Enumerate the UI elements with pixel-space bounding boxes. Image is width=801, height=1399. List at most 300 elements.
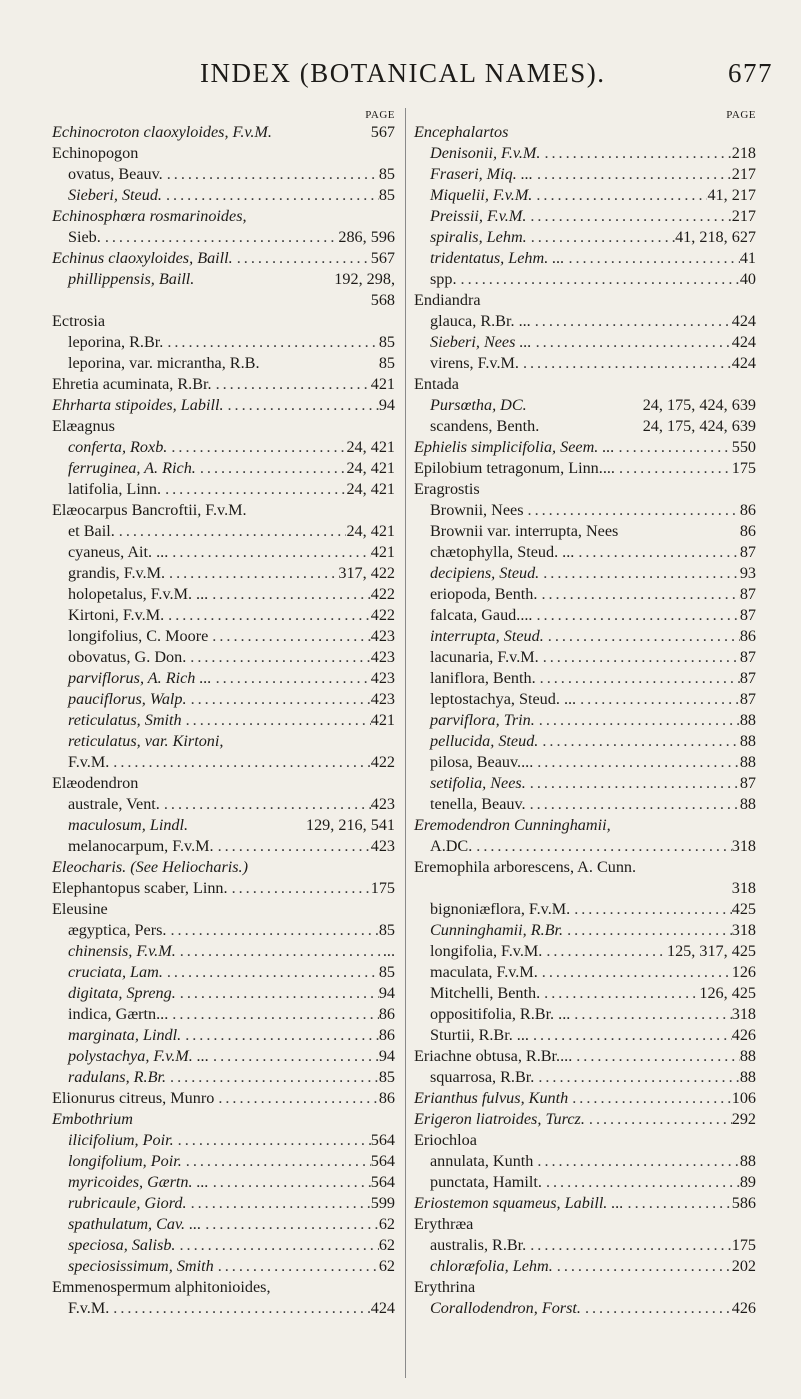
entry-pages: 40 [739,270,756,288]
entry-name: Sieb. [68,228,101,246]
entry-pages: 175 [370,879,395,897]
entry-name: interrupta, Steud. [430,627,544,645]
entry-pages: 424 [370,1299,395,1317]
entry-pages: 586 [731,1194,756,1212]
leader-dots [187,689,371,710]
index-entry [52,941,395,962]
index-entry [52,332,395,353]
index-entry [52,185,395,206]
leader-dots [540,983,699,1004]
index-entry [414,1256,756,1277]
entry-pages: 564 [370,1131,395,1149]
leader-dots [538,731,739,752]
entry-name: cyaneus, Ait. ... [68,543,169,561]
index-entry [52,1025,395,1046]
entry-name: maculata, F.v.M. [430,963,538,981]
leader-dots [187,1193,371,1214]
index-entry [414,500,756,521]
entry-pages: 292 [731,1110,756,1128]
index-entry [414,878,756,899]
index-entry [52,605,395,626]
leader-dots [101,227,339,248]
index-entry [414,563,756,584]
entry-pages: 87 [739,606,756,624]
entry-name: Miquelii, F.v.M. [430,186,533,204]
leader-dots [233,248,371,269]
index-entry [414,752,756,773]
entry-pages: 217 [731,207,756,225]
right-entry-list [414,122,756,1319]
leader-dots [526,206,731,227]
entry-name: Mitchelli, Benth. [430,984,541,1002]
index-entry [414,1214,756,1235]
leader-dots [535,710,740,731]
entry-pages: 202 [731,1257,756,1275]
index-entry [414,626,756,647]
leader-dots [542,1172,740,1193]
entry-name: eriopoda, Benth. [430,585,538,603]
entry-name: polystachya, F.v.M. ... [68,1047,210,1065]
entry-pages: 423 [370,648,395,666]
entry-pages: 87 [739,669,756,687]
entry-name: decipiens, Steud. [430,564,540,582]
leader-dots [186,647,370,668]
entry-name: australe, Vent. [68,795,160,813]
entry-name: Fraseri, Miq. ... [430,165,533,183]
leader-dots [536,668,740,689]
entry-pages: 86 [739,522,756,540]
index-entry [52,311,395,332]
entry-name: Eriachne obtusa, R.Br.... [414,1047,573,1065]
index-entry [52,668,395,689]
entry-name: marginata, Lindl. [68,1026,182,1044]
leader-dots [209,1046,379,1067]
entry-name: Elæodendron [52,774,139,792]
entry-pages: 88 [739,732,756,750]
entry-name: australis, R.Br. [430,1236,527,1254]
entry-pages: 88 [739,753,756,771]
entry-pages: 421 [370,711,395,729]
entry-name: oppositifolia, R.Br. ... [430,1005,571,1023]
entry-pages: 424 [731,354,756,372]
leader-dots [537,584,739,605]
entry-name: Eleusine [52,900,108,918]
entry-pages: 88 [739,1047,756,1065]
leader-dots [164,605,371,626]
entry-name: Erythrina [414,1278,476,1296]
leader-dots [553,1256,732,1277]
leader-dots [214,1088,379,1109]
entry-pages: 424 [731,333,756,351]
entry-name: Encephalartos [414,123,509,141]
leader-dots [224,395,379,416]
index-entry [414,1151,756,1172]
leader-dots [531,311,732,332]
entry-name: Eremodendron Cunninghamii, [414,816,611,834]
index-entry [414,1172,756,1193]
entry-pages: 106 [731,1089,756,1107]
entry-name: leptostachya, Steud. ... [430,690,577,708]
index-entry [52,122,395,143]
entry-name: conferta, Roxb. [68,438,168,456]
entry-pages: 86 [739,501,756,519]
leader-dots [585,1109,732,1130]
entry-pages: 318 [731,879,756,897]
index-entry [414,584,756,605]
entry-pages: 175 [731,1236,756,1254]
entry-name: latifolia, Linn. [68,480,162,498]
entry-name: Echinopogon [52,144,139,162]
leader-dots [526,773,740,794]
leader-dots [624,1193,732,1214]
index-entry [414,1004,756,1025]
entry-name: Ehretia acuminata, R.Br. [52,375,212,393]
entry-name: squarrosa, R.Br. [430,1068,535,1086]
leader-dots [615,437,732,458]
index-entry [414,731,756,752]
leader-dots [228,878,371,899]
entry-pages: 88 [739,1152,756,1170]
page-column-label: PAGE [365,109,395,121]
leader-dots [176,941,383,962]
index-entry [414,794,756,815]
entry-pages: 85 [378,186,395,204]
index-entry [52,836,395,857]
entry-pages: 217 [731,165,756,183]
leader-dots [174,1130,371,1151]
index-entry [52,143,395,164]
entry-pages: 87 [739,543,756,561]
entry-name: Ectrosia [52,312,106,330]
right-column [414,108,756,1319]
leader-dots [176,983,379,1004]
index-entry [52,584,395,605]
index-entry [414,416,756,437]
leader-dots [544,626,740,647]
entry-name: Erythræa [414,1215,474,1233]
page-header [0,58,801,98]
index-entry [52,752,395,773]
index-entry [414,122,756,143]
entry-name: Eragrostis [414,480,480,498]
index-entry [414,941,756,962]
entry-name: leporina, var. micrantha, R.B. [68,354,260,372]
leader-dots [526,1235,731,1256]
entry-pages: 423 [370,690,395,708]
leader-dots [175,1235,378,1256]
index-entry [52,1046,395,1067]
entry-name: Elæocarpus Bancroftii, F.v.M. [52,501,247,519]
entry-name: myricoides, Gærtn. ... [68,1173,209,1191]
leader-dots [519,353,732,374]
index-entry [52,269,395,290]
index-entry [52,731,395,752]
entry-name: virens, F.v.M. [430,354,519,372]
index-entry [414,773,756,794]
index-entry [414,1025,756,1046]
entry-pages: 550 [731,438,756,456]
index-entry [52,1172,395,1193]
entry-pages: 567 [370,249,395,267]
index-entry [52,521,395,542]
entry-name: Entada [414,375,459,393]
entry-pages: 24, 421 [346,438,395,456]
index-entry [52,458,395,479]
index-entry [414,668,756,689]
entry-name: melanocarpum, F.v.M. [68,837,214,855]
index-entry [52,878,395,899]
index-entry [52,1004,395,1025]
entry-pages: 85 [378,1068,395,1086]
entry-pages: 421 [370,375,395,393]
index-entry [414,521,756,542]
entry-name: reticulatus, Smith [68,711,182,729]
leader-dots [182,710,371,731]
entry-name: rubricaule, Giord. [68,1194,187,1212]
entry-name: Brownii, Nees [430,501,524,519]
index-entry [52,395,395,416]
index-entry [52,542,395,563]
entry-pages: 129, 216, 541 [305,816,395,834]
entry-name: radulans, R.Br. [68,1068,167,1086]
entry-pages: 24, 175, 424, 639 [642,396,756,414]
entry-name: ægyptica, Pers. [68,921,167,939]
index-entry [414,899,756,920]
leader-dots [208,626,370,647]
index-entry [52,920,395,941]
entry-pages: 86 [378,1089,395,1107]
leader-dots [533,752,740,773]
index-entry [52,962,395,983]
index-entry [414,395,756,416]
entry-name: Eriochloa [414,1131,477,1149]
entry-pages: 426 [731,1299,756,1317]
leader-dots [568,1088,731,1109]
index-entry [414,605,756,626]
index-entry [414,458,756,479]
index-entry [414,1046,756,1067]
index-entry [414,1298,756,1319]
entry-name: spathulatum, Cav. ... [68,1215,202,1233]
entry-pages: 41, 218, 627 [675,228,756,246]
leader-dots [563,920,732,941]
index-entry [52,1256,395,1277]
leader-dots [201,1214,379,1235]
entry-name: Denisonii, F.v.M. [430,144,541,162]
leader-dots [615,458,732,479]
entry-name: Eremophila arborescens, A. Cunn. [414,858,637,876]
leader-dots [524,500,740,521]
entry-pages: 24, 175, 424, 639 [642,417,756,435]
leader-dots [181,1025,379,1046]
index-entry [414,374,756,395]
entry-pages: 24, 421 [346,480,395,498]
entry-name: parviflora, Trin. [430,711,535,729]
entry-name: speciosissimum, Smith [68,1257,214,1275]
entry-pages: 599 [370,1194,395,1212]
entry-pages: 87 [739,585,756,603]
entry-name: setifolia, Nees. [430,774,526,792]
index-entry [414,353,756,374]
leader-dots [539,563,740,584]
index-entry [52,500,395,521]
index-entry [414,815,756,836]
left-column [52,108,395,1319]
entry-name: Eleocharis. (See Heliocharis.) [52,858,248,876]
entry-name: bignoniæflora, F.v.M. [430,900,571,918]
leader-dots [208,584,371,605]
entry-name: Cunninghamii, R.Br. [430,921,564,939]
index-entry [52,206,395,227]
entry-pages: 85 [378,354,395,372]
entry-name: Eriostemon squameus, Labill. ... [414,1194,624,1212]
leader-dots [214,1256,379,1277]
index-entry [414,1130,756,1151]
entry-name: tridentatus, Lehm. ... [430,249,565,267]
entry-pages: 286, 596 [338,228,395,246]
entry-name: et Bail. [68,522,115,540]
entry-pages: 41, 217 [707,186,756,204]
entry-pages: 422 [370,585,395,603]
entry-name: Epilobium tetragonum, Linn.... [414,459,615,477]
entry-name: holopetalus, F.v.M. ... [68,585,209,603]
entry-pages: 87 [739,648,756,666]
entry-name: F.v.M. [68,1299,110,1317]
index-entry [414,857,756,878]
index-entry [52,899,395,920]
entry-name: Emmenospermum alphitonioides, [52,1278,271,1296]
index-entry [414,1193,756,1214]
entry-pages: 564 [370,1173,395,1191]
entry-name: Echinocroton claoxyloides, F.v.M. [52,123,272,141]
entry-name: obovatus, G. Don. [68,648,187,666]
entry-pages: ... [382,942,395,960]
index-entry [414,1235,756,1256]
entry-name: phillippensis, Baill. [68,270,195,288]
index-entry [52,1067,395,1088]
leader-dots [472,836,731,857]
entry-pages: 88 [739,711,756,729]
index-entry [52,374,395,395]
entry-pages: 89 [739,1173,756,1191]
index-entry [52,647,395,668]
index-entry [52,1235,395,1256]
index-entry [414,1109,756,1130]
entry-name: punctata, Hamilt. [430,1173,542,1191]
column-divider [405,108,406,1378]
entry-pages: 62 [378,1257,395,1275]
entry-name: laniflora, Benth. [430,669,536,687]
entry-name: Sieberi, Nees ... [430,333,532,351]
index-entry [52,1109,395,1130]
entry-name: Elæagnus [52,417,115,435]
leader-dots [196,458,347,479]
index-entry [52,290,395,311]
entry-name: speciosa, Salisb. [68,1236,176,1254]
leader-dots [534,1067,740,1088]
index-entry [52,479,395,500]
index-entry [414,164,756,185]
entry-name: Pursœtha, DC. [430,396,527,414]
entry-name: parviflorus, A. Rich ... [68,669,212,687]
index-entry [52,626,395,647]
entry-name: spiralis, Lehm. [430,228,527,246]
entry-pages: 318 [731,837,756,855]
leader-dots [542,941,667,962]
entry-name: Ehrharta stipoides, Labill. [52,396,224,414]
leader-dots [574,542,739,563]
index-entry [414,920,756,941]
entry-name: Preissii, F.v.M. [430,207,527,225]
leader-dots [532,332,732,353]
entry-pages: 422 [370,606,395,624]
index-entry [52,248,395,269]
entry-pages: 317, 422 [338,564,395,582]
entry-pages: 88 [739,1068,756,1086]
leader-dots [532,185,707,206]
index-entry [414,185,756,206]
index-entry [414,479,756,500]
index-entry [52,164,395,185]
entry-name: falcata, Gaud.... [430,606,533,624]
index-entry [414,1277,756,1298]
index-entry [414,647,756,668]
index-entry [414,542,756,563]
entry-pages: 421 [370,543,395,561]
index-entry [52,1277,395,1298]
entry-pages: 175 [731,459,756,477]
index-entry [52,416,395,437]
index-entry [414,437,756,458]
entry-name: chætophylla, Steud. ... [430,543,575,561]
leader-dots [533,164,732,185]
entry-name: cruciata, Lam. [68,963,163,981]
entry-pages: 24, 421 [346,522,395,540]
entry-name: ovatus, Beauv. [68,165,163,183]
entry-name: glauca, R.Br. ... [430,312,531,330]
index-entry [52,794,395,815]
leader-dots [533,1151,739,1172]
entry-pages: 86 [739,627,756,645]
entry-pages: 62 [378,1215,395,1233]
leader-dots [576,689,740,710]
entry-name: maculosum, Lindl. [68,816,189,834]
entry-name: Ephielis simplicifolia, Seem. ... [414,438,615,456]
entry-name: Embothrium [52,1110,133,1128]
index-entry [52,1130,395,1151]
index-entry [52,710,395,731]
leader-dots [539,647,740,668]
entry-name: A.DC. [430,837,473,855]
leader-dots [564,248,739,269]
leader-dots [165,563,338,584]
entry-pages: 24, 421 [346,459,395,477]
entry-name: Corallodendron, Forst. [430,1299,581,1317]
entry-name: pellucida, Steud. [430,732,539,750]
entry-pages: 94 [378,396,395,414]
index-entry [414,269,756,290]
leader-dots [572,1046,740,1067]
entry-pages: 41 [739,249,756,267]
entry-name: pilosa, Beauv.... [430,753,534,771]
entry-name: reticulatus, var. Kirtoni, [68,732,224,750]
index-entry [52,1088,395,1109]
entry-pages: 126 [731,963,756,981]
entry-pages: 85 [378,333,395,351]
leader-dots [570,899,732,920]
entry-pages: 94 [378,984,395,1002]
page-column-label: PAGE [726,109,756,121]
